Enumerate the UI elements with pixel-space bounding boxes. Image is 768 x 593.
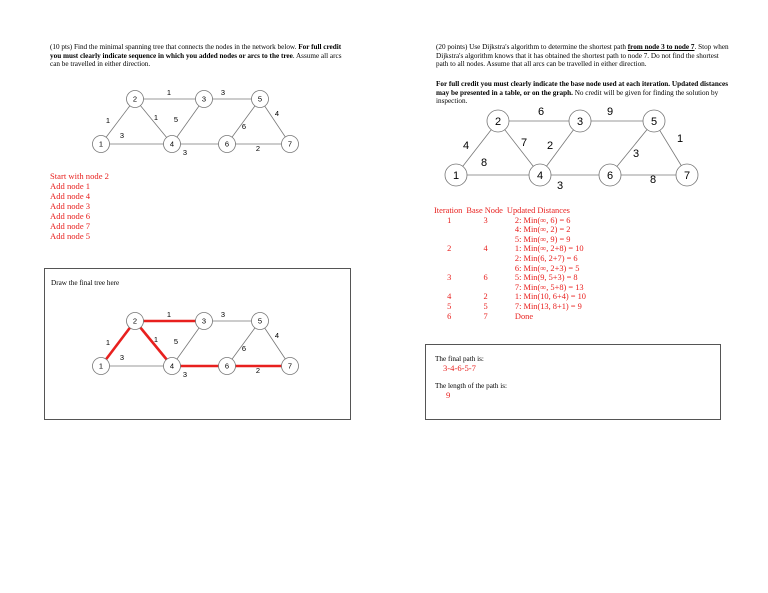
- mst-step-4: Add node 6: [50, 211, 91, 221]
- weight-3-4: 2: [546, 140, 554, 152]
- weight-2-4: 1: [153, 335, 159, 344]
- table-row: 6 7 Done: [447, 311, 534, 321]
- weight-3-4: 5: [173, 337, 179, 346]
- mst-step-3: Add node 3: [50, 201, 91, 211]
- mst-step-5: Add node 7: [50, 221, 91, 231]
- weight-6-7: 8: [649, 174, 657, 186]
- table-header-row: [434, 206, 588, 216]
- mst-problem-text: (10 pts) Find the minimal spanning tree that connects the nodes in the network below. For full credit you must clearly indicate sequence in which you added nodes or arcs to the tree. Assume all arcs can be travelled in either direction.: [50, 43, 342, 69]
- weight-6-7: 2: [255, 144, 261, 153]
- node-5-label: 5: [650, 115, 658, 128]
- mst-step-0: Start with node 2: [50, 171, 109, 181]
- mst-network-graph: [85, 88, 315, 168]
- weight-4-6: 3: [182, 148, 188, 157]
- node-1-label: 1: [452, 169, 460, 182]
- node-6-label: 6: [224, 139, 230, 149]
- table-row: 3 6 5: Min(9, 5+3) = 8 7: Min(∞, 5+8) = 13: [447, 273, 584, 292]
- node-5-label: 5: [257, 316, 263, 326]
- node-6-label: 6: [606, 169, 614, 182]
- weight-1-2: 1: [105, 338, 111, 347]
- dijkstra-credit-text: For full credit you must clearly indicate the base node used at each iteration. Updated distances may be presented in a table, or on the graph. No credit will be given for finding the solution by inspection.: [436, 80, 729, 106]
- node-2-label: 2: [494, 115, 502, 128]
- weight-3-5: 9: [606, 106, 614, 118]
- dijkstra-problem-text: (20 points) Use Dijkstra's algorithm to determine the shortest path from node 3 to node 7. Stop when Dijkstra's algorithm knows that it has obtained the shortest path to node 7. Do not find the shortest path to all nodes. Assume that all arcs can be travelled in either direction.: [436, 43, 729, 69]
- node-5-label: 5: [257, 94, 263, 104]
- node-4-label: 4: [536, 169, 544, 182]
- node-2-label: 2: [132, 94, 138, 104]
- weight-1-2: 4: [462, 140, 470, 152]
- node-7-label: 7: [683, 169, 691, 182]
- weight-2-3: 6: [537, 106, 545, 118]
- weight-4-6: 3: [556, 180, 564, 192]
- table-row: 5 5 7: Min(13, 8+1) = 9: [447, 301, 582, 311]
- final-tree-graph: [85, 310, 315, 390]
- weight-1-4: 3: [119, 131, 125, 140]
- weight-3-4: 5: [173, 115, 179, 124]
- weight-5-7: 4: [274, 331, 280, 340]
- node-3-label: 3: [201, 94, 207, 104]
- node-7-label: 7: [287, 139, 293, 149]
- header-iteration: Iteration: [434, 206, 463, 215]
- weight-6-7: 2: [255, 366, 261, 375]
- weight-3-5: 3: [220, 88, 226, 97]
- iteration-table: [434, 206, 588, 321]
- weight-5-6: 6: [241, 344, 247, 353]
- node-2-label: 2: [132, 316, 138, 326]
- header-updated-distances: Updated Distances: [506, 206, 570, 215]
- final-tree-label: Draw the final tree here: [51, 279, 120, 287]
- weight-4-6: 3: [182, 370, 188, 379]
- weight-5-6: 6: [241, 122, 247, 131]
- node-4-label: 4: [169, 139, 175, 149]
- mst-step-2: Add node 4: [50, 191, 91, 201]
- final-path-value: 3-4-6-5-7: [443, 363, 476, 373]
- dijkstra-network-graph: [440, 108, 710, 193]
- node-3-label: 3: [201, 316, 207, 326]
- table-row: 1 3 2: Min(∞, 6) = 6 4: Min(∞, 2) = 2 5: Min(∞, 9) = 9: [447, 215, 571, 244]
- weight-5-6: 3: [632, 148, 640, 160]
- path-length-value: 9: [446, 390, 451, 400]
- graph-nodes: [93, 91, 299, 153]
- header-base-node: Base Node: [466, 206, 503, 215]
- mst-step-6: Add node 5: [50, 231, 91, 241]
- weight-5-7: 1: [676, 133, 684, 145]
- weight-2-4: 7: [520, 137, 528, 149]
- path-length-label: The length of the path is:: [435, 382, 508, 390]
- final-path-label: The final path is:: [435, 355, 484, 363]
- table-row: 4 2 1: Min(10, 6+4) = 10: [447, 292, 586, 302]
- mst-step-1: Add node 1: [50, 181, 91, 191]
- weight-3-5: 3: [220, 310, 226, 319]
- weight-5-7: 4: [274, 109, 280, 118]
- node-1-label: 1: [98, 361, 104, 371]
- node-7-label: 7: [287, 361, 293, 371]
- weight-1-2: 1: [105, 116, 111, 125]
- weight-2-3: 1: [166, 310, 172, 319]
- node-4-label: 4: [169, 361, 175, 371]
- weight-1-4: 8: [480, 157, 488, 169]
- node-6-label: 6: [224, 361, 230, 371]
- node-1-label: 1: [98, 139, 104, 149]
- weight-2-3: 1: [166, 88, 172, 97]
- node-3-label: 3: [576, 115, 584, 128]
- table-row: 2 4 1: Min(∞, 2+8) = 10 2: Min(6, 2+7) = 6 6: Min(∞, 2+3) = 5: [447, 244, 584, 273]
- final-answer-box: [425, 344, 721, 420]
- weight-2-4: 1: [153, 113, 159, 122]
- weight-1-4: 3: [119, 353, 125, 362]
